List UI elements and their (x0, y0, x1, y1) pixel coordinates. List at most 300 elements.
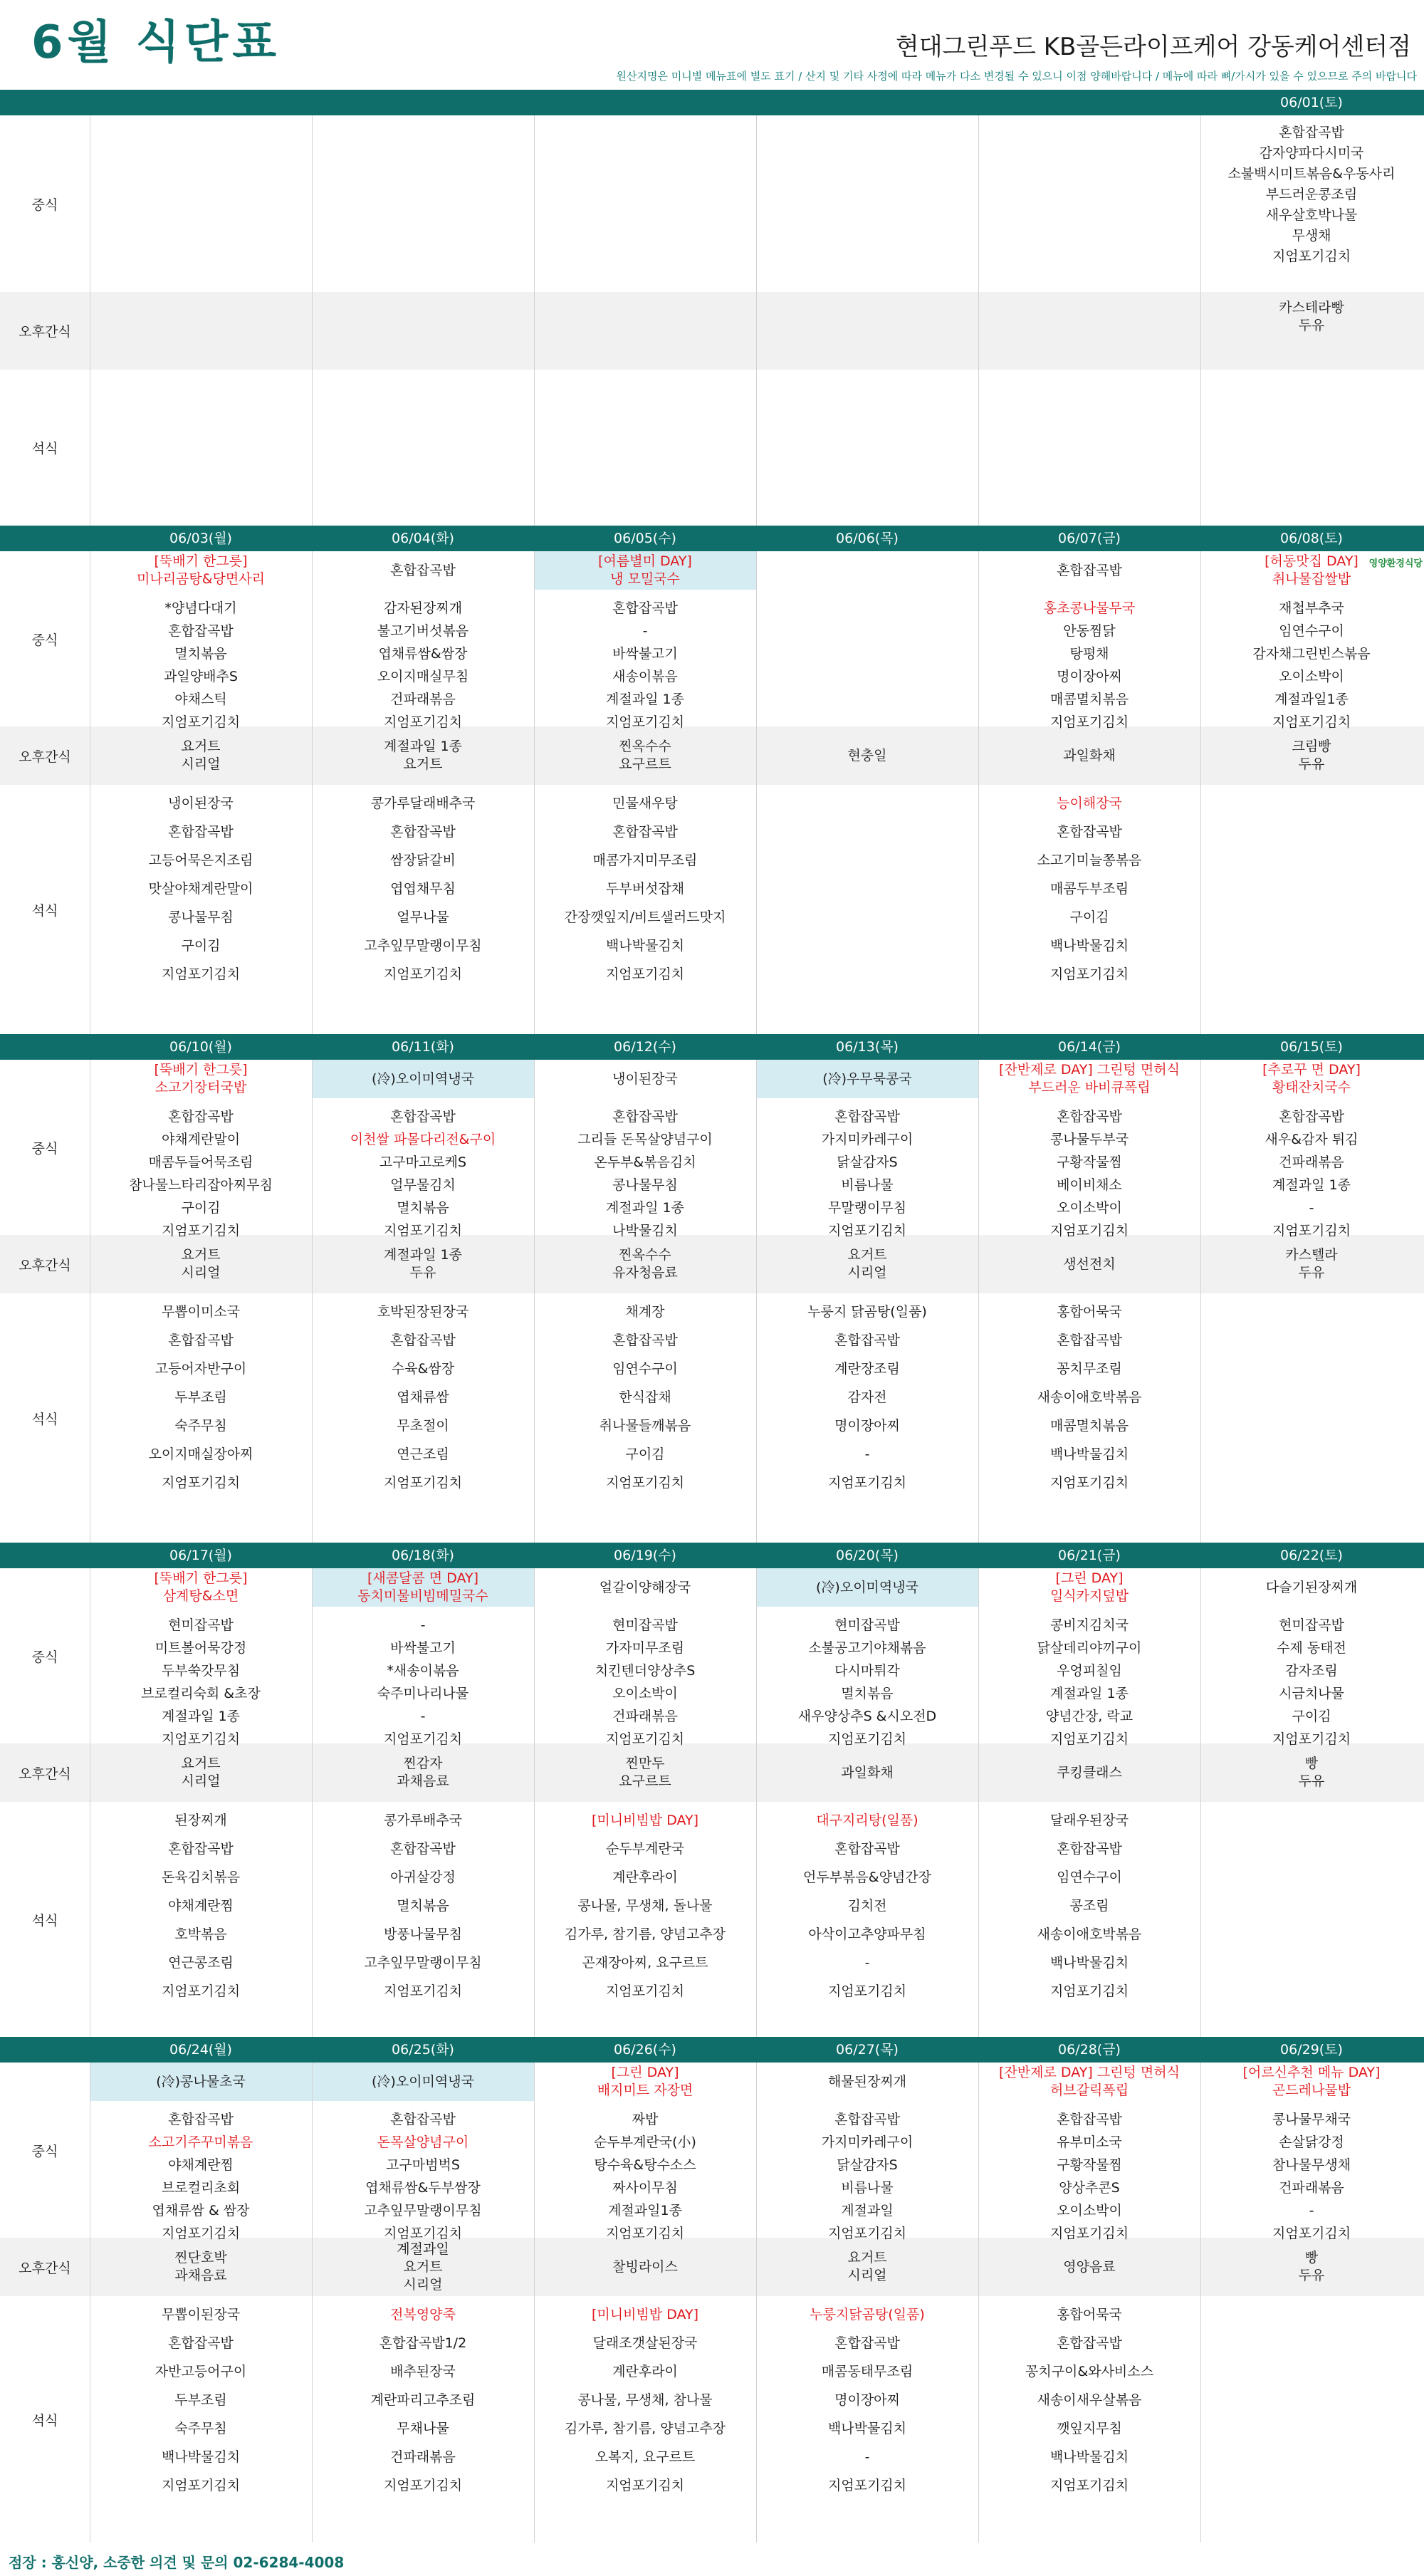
lunch-item: 시금치나물 (1279, 1686, 1344, 1701)
dinner-item: 계란후라이 (612, 1870, 678, 1885)
dinner-item: 콩나물, 무생채, 참나물 (577, 2392, 713, 2408)
dinner-item: 엽채류쌈 (397, 1389, 449, 1405)
lunch-item: 구황작물찜 (1057, 1154, 1122, 1170)
date-header-cell: 06/22(토) (1280, 1548, 1343, 1563)
special-menu-title (1200, 1060, 1423, 1098)
date-header-cell (534, 90, 756, 115)
dinner-item: 혼합잡곡밥 (390, 824, 456, 840)
row-label-snack: 오후간식 (19, 2260, 71, 2276)
dinner-item: 김가루, 참기름, 양념고추장 (564, 2421, 726, 2436)
lunch-item: 콩나물무침 (612, 1177, 678, 1193)
lunch-item: 미트볼어묵강정 (155, 1640, 247, 1656)
dinner-item: 혼합잡곡밥 (168, 1333, 234, 1348)
title-line: 다슬기된장찌개 (1265, 1579, 1358, 1595)
lunch-item: 현미잡곡밥 (168, 1617, 234, 1633)
lunch-item: 지엄포기김치 (383, 1223, 463, 1239)
dinner-item: 혼합잡곡밥1/2 (379, 2335, 467, 2351)
dinner-item: 무뽑이미소국 (161, 1304, 241, 1320)
snack-item (1200, 2238, 1423, 2296)
lunch-item: 지엄포기김치 (827, 1731, 907, 1747)
dinner-item: 언두부볶음&양념간장 (802, 1870, 931, 1885)
dinner-item: 오복지, 요구르트 (595, 2449, 696, 2465)
title-line: [잔반제로 DAY] 그린텅 면허식 (999, 1062, 1180, 1078)
special-menu-title (534, 551, 756, 590)
dinner-item: 새송이애호박볶음 (1037, 1389, 1142, 1405)
snack-item (534, 2238, 756, 2296)
date-header-cell: 06/26(수) (614, 2042, 676, 2058)
lunch-item: 소불공고기야채볶음 (808, 1640, 926, 1656)
lunch-item: 유부미소국 (1057, 2134, 1122, 2150)
title-line: 동치미물비빔메밀국수 (357, 1588, 488, 1604)
column-divider (534, 115, 535, 526)
dinner-item: 지엄포기김치 (161, 966, 241, 982)
lunch-item: 콩나물무채국 (1272, 2112, 1351, 2127)
snack-line: 요거트 (181, 1247, 221, 1263)
date-header-row (0, 526, 1424, 551)
dinner-item: 꽁치무조림 (1057, 1361, 1122, 1377)
lunch-item: 지엄포기김치 (605, 1731, 685, 1747)
row-label-dinner: 석식 (31, 2412, 58, 2429)
dinner-item: 혼합잡곡밥 (834, 2335, 900, 2351)
dinner-item: 맛살야채계란말이 (148, 881, 253, 897)
row-label-lunch: 중식 (31, 632, 58, 648)
dinner-item: 능이해장국 (1057, 796, 1122, 811)
date-header-cell: 06/10(월) (169, 1039, 232, 1055)
title-line: [허동맛집 DAY] (1265, 553, 1358, 569)
special-menu-title (756, 2063, 978, 2101)
title-line: [새콤달콤 면 DAY] (367, 1570, 479, 1586)
title-line: 일식카지덮밥 (1049, 1588, 1129, 1604)
snack-line: 카스텔라 (1285, 1247, 1338, 1263)
lunch-item: 치킨텐더양상추S (595, 1663, 696, 1679)
lunch-item: 돈목살양념구이 (377, 2134, 469, 2150)
dinner-item: [미니비빔밥 DAY] (591, 1813, 699, 1828)
lunch-item: 혼합잡곡밥 (612, 600, 678, 616)
dinner-item: 지엄포기김치 (383, 2478, 463, 2493)
lunch-item: 매콤멸치볶음 (1049, 692, 1129, 707)
lunch-item: 엽채류쌈&두부쌈장 (365, 2180, 481, 2196)
lunch-item: 탕평채 (1069, 646, 1109, 662)
row-label-dinner: 석식 (31, 902, 58, 919)
dinner-item: 멸치볶음 (397, 1898, 449, 1914)
lunch-item: 혼합잡곡밥 (168, 1109, 234, 1125)
lunch-item: 안동찜닭 (1063, 623, 1116, 639)
title-line: (冷)오이미역냉국 (816, 1579, 918, 1595)
lunch-item: 고추잎무말랭이무침 (364, 2203, 482, 2218)
date-header-cell: 06/25(화) (392, 2042, 454, 2058)
lunch-item: 건파래볶음 (1279, 2180, 1344, 2196)
lunch-item: 지엄포기김치 (605, 2226, 685, 2241)
snack-line: 과채음료 (174, 2268, 227, 2283)
lunch-item: 엽채류쌈&쌈장 (378, 646, 468, 662)
snack-line: 찐옥수수 (619, 1247, 671, 1263)
lunch-item: - (420, 1709, 426, 1724)
lunch-item: 계절과일 1종 (606, 692, 684, 707)
lunch-item: 그리들 돈목살양념구이 (577, 1132, 713, 1147)
lunch-item: 새우&감자 튀김 (1265, 1132, 1358, 1147)
dinner-item: 명이장아찌 (834, 1418, 900, 1434)
date-header-row (0, 1034, 1424, 1060)
dinner-item: 건파래볶음 (390, 2449, 456, 2465)
date-header-cell: 06/14(금) (1058, 1039, 1121, 1055)
snack-line: 두유 (1298, 1773, 1325, 1789)
special-menu-title (978, 551, 1200, 590)
snack-item (978, 1743, 1200, 1802)
snack-line: 영양음료 (1063, 2258, 1116, 2275)
title-line: (冷)콩나물초국 (156, 2073, 246, 2090)
snack-line: 두유 (1298, 1265, 1325, 1281)
snack-line: 요거트 (181, 1756, 221, 1771)
title-line: [추로꾸 면 DAY] (1262, 1062, 1361, 1078)
title-line: [그린 DAY] (1055, 1570, 1124, 1586)
dinner-item: 누룽지닭곰탕(일품) (810, 2307, 925, 2322)
dinner-item: 콩나물, 무생채, 돌나물 (577, 1898, 713, 1914)
row-label-dinner: 석식 (31, 1411, 58, 1427)
dinner-item: 곤재장아찌, 요구르트 (582, 1955, 708, 1971)
dinner-item: 지엄포기김치 (827, 1475, 907, 1491)
dinner-item: 콩가루배추국 (383, 1813, 463, 1828)
lunch-item: 구황작물찜 (1057, 2157, 1122, 2173)
snack-line: 계절과일 1종 (384, 1247, 462, 1263)
snack-line: 찐단호박 (174, 2250, 227, 2265)
row-label-snack: 오후간식 (19, 749, 71, 765)
lunch-item: - (1309, 1200, 1314, 1216)
lunch-item: 혼합잡곡밥 (390, 2112, 456, 2127)
lunch-item: 현미잡곡밥 (834, 1617, 900, 1633)
lunch-item: 재첩부추국 (1279, 600, 1344, 616)
dinner-item: 혼합잡곡밥 (390, 1333, 456, 1348)
lunch-item: 다시마튀각 (834, 1663, 900, 1679)
date-header-cell (312, 90, 534, 115)
week-block (0, 526, 1424, 1034)
dinner-item: 지엄포기김치 (1049, 1983, 1129, 1999)
dinner-item: 무뽑이된장국 (161, 2307, 241, 2322)
snack-line: 과일화채 (841, 1764, 894, 1780)
special-menu-title (1200, 1568, 1423, 1607)
snack-line: 요거트 (847, 1247, 887, 1263)
dinner-item: 숙주무침 (174, 1418, 227, 1434)
special-menu-title (312, 1060, 534, 1098)
week-block (0, 1034, 1424, 1543)
row-label-dinner: 석식 (31, 441, 58, 457)
lunch-item: 지엄포기김치 (1272, 2226, 1351, 2241)
snack-line: 찐감자 (403, 1756, 443, 1771)
lunch-item: 매콤두들어묵조림 (148, 1154, 253, 1170)
lunch-item: 탕수육&탕수소스 (594, 2157, 696, 2173)
date-header-cell: 06/18(화) (392, 1548, 454, 1563)
page-header (0, 0, 1424, 93)
lunch-item: 바싹불고기 (390, 1640, 456, 1656)
snack-item (90, 726, 312, 785)
dinner-item: 지엄포기김치 (161, 2478, 241, 2493)
lunch-item: 혼합잡곡밥 (1279, 1109, 1344, 1125)
lunch-item: 참나물느타리잡아찌무침 (129, 1177, 273, 1193)
dinner-item: 연근조림 (397, 1446, 449, 1462)
lunch-item: 건파래볶음 (390, 692, 456, 707)
dinner-item: 돈육김치볶음 (161, 1870, 241, 1885)
lunch-item: 임연수구이 (1279, 623, 1344, 639)
lunch-item: 멸치볶음 (174, 646, 227, 662)
snack-line: 쿠킹클래스 (1057, 1764, 1122, 1780)
lunch-item: 감자조림 (1285, 1663, 1338, 1679)
lunch-item: 지엄포기김치 (383, 1731, 463, 1747)
date-header-cell: 06/04(화) (392, 531, 454, 546)
dinner-item: 민물새우탕 (612, 796, 678, 811)
snack-line: 요거트 (403, 756, 443, 772)
dinner-item: 지엄포기김치 (605, 2478, 685, 2493)
title-line: 냉 모밀국수 (610, 571, 680, 587)
snack-item (312, 2238, 534, 2296)
lunch-item: 감자된장찌개 (383, 600, 463, 616)
dinner-item: 고추잎무말랭이무침 (364, 938, 482, 954)
column-divider (756, 551, 757, 1034)
lunch-item: 혼합잡곡밥 (1279, 125, 1344, 140)
lunch-item: 새우양상추S &시오전D (797, 1709, 937, 1724)
lunch-item: 고구마고로케S (379, 1154, 467, 1170)
snack-line: 요거트 (181, 739, 221, 754)
lunch-item: 야채계란찜 (168, 2157, 234, 2173)
dinner-item: 아귀살강정 (390, 1870, 456, 1885)
lunch-item: 두부쑥갓무침 (161, 1663, 241, 1679)
snack-item (1200, 1235, 1423, 1293)
date-header-cell: 06/12(수) (614, 1039, 676, 1055)
title-line: 황태잔치국수 (1272, 1080, 1351, 1095)
lunch-item: 계절과일 1종 (162, 1709, 240, 1724)
date-header-cell: 06/07(금) (1058, 531, 1121, 546)
lunch-item: 혼합잡곡밥 (834, 1109, 900, 1125)
snack-line: 계절과일 1종 (384, 739, 462, 754)
lunch-item: 과일양배추S (164, 669, 238, 684)
dinner-item: 지엄포기김치 (605, 966, 685, 982)
lunch-item: 오이소박이 (1279, 669, 1344, 684)
date-header-row (0, 2037, 1424, 2063)
lunch-item: 현미잡곡밥 (1279, 1617, 1344, 1633)
dinner-item: 된장찌개 (174, 1813, 227, 1828)
lunch-item: 현미잡곡밥 (612, 1617, 678, 1633)
title-line: 취나물잡쌀밥 (1272, 571, 1351, 587)
dinner-item: 콩나물무침 (168, 909, 234, 925)
lunch-item: 소고기주꾸미볶음 (148, 2134, 253, 2150)
dinner-item: 전복영양죽 (390, 2307, 456, 2322)
week-block (0, 2037, 1424, 2543)
column-divider (312, 115, 313, 526)
lunch-item: 멸치볶음 (841, 1686, 894, 1701)
dinner-item: 계란파리고추조림 (370, 2392, 476, 2408)
snack-line: 찐옥수수 (619, 739, 671, 754)
lunch-item: 짜사이무침 (612, 2180, 678, 2196)
lunch-item: 계절과일 (841, 2203, 894, 2218)
dinner-item: 감자전 (847, 1389, 887, 1405)
dinner-item: 홍합어묵국 (1057, 2307, 1122, 2322)
lunch-item: 우엉피칠임 (1057, 1663, 1122, 1679)
dinner-item: 백나박물김치 (1049, 1955, 1129, 1971)
lunch-item: 계절과일 1종 (1272, 1177, 1351, 1193)
lunch-item: 오이소박이 (1057, 1200, 1122, 1216)
dinner-item: 지엄포기김치 (383, 1983, 463, 1999)
lunch-item: 비름나물 (841, 2180, 894, 2196)
snack-item (312, 1235, 534, 1293)
dinner-item: 지엄포기김치 (1049, 2478, 1129, 2493)
snack-item (756, 1743, 978, 1802)
dinner-item: 순두부계란국 (605, 1841, 685, 1857)
date-header-cell: 06/19(수) (614, 1548, 676, 1563)
title-line: 소고기장터국밥 (155, 1080, 247, 1095)
dinner-item: 혼합잡곡밥 (1057, 2335, 1122, 2351)
lunch-item: 감자양파다시미국 (1259, 145, 1364, 161)
dinner-item: 자반고등어구이 (155, 2364, 247, 2379)
snack-line: 시리얼 (403, 2276, 443, 2293)
snack-line: 두유 (409, 1265, 436, 1281)
dinner-item: 누룽지 닭곰탕(일품) (807, 1304, 927, 1320)
snack-line: 시리얼 (181, 1773, 221, 1789)
lunch-item: 계절과일 1종 (1050, 1686, 1129, 1701)
lunch-item: 건파래볶음 (612, 1709, 678, 1724)
lunch-item: 가지미카레구이 (821, 1132, 913, 1147)
lunch-item: 지엄포기김치 (1272, 714, 1351, 730)
snack-line: 카스테라빵 (1279, 300, 1344, 316)
lunch-item: 계절과일1종 (608, 2203, 682, 2218)
special-menu-title (978, 1060, 1200, 1098)
dinner-item: 지엄포기김치 (605, 1475, 685, 1491)
dinner-item: 지엄포기김치 (161, 1983, 241, 1999)
lunch-item: 혼합잡곡밥 (612, 1109, 678, 1125)
lunch-item: 야채계란말이 (161, 1132, 241, 1147)
lunch-item: - (420, 1617, 426, 1633)
dinner-item: 냉이된장국 (168, 796, 234, 811)
snack-item (1200, 726, 1423, 785)
title-line: [어르신추천 메뉴 DAY] (1242, 2065, 1381, 2080)
snack-item (756, 726, 978, 785)
lunch-item: 브로컬리숙회 &초장 (141, 1686, 261, 1701)
dinner-item: 김치전 (847, 1898, 887, 1914)
dinner-item: 홍합어묵국 (1057, 1304, 1122, 1320)
lunch-item: 혼합잡곡밥 (834, 2112, 900, 2127)
dinner-item: 지엄포기김치 (827, 1983, 907, 1999)
snack-line: 빵 (1304, 2250, 1319, 2265)
title-line: [뚝배기 한그릇] (154, 1062, 248, 1078)
snack-line: 시리얼 (181, 756, 221, 772)
lunch-item: 혼합잡곡밥 (1057, 1109, 1122, 1125)
lunch-item: 브로컬리초회 (161, 2180, 241, 2196)
dinner-item: 백나박물김치 (161, 2449, 241, 2465)
dinner-item: 무초절이 (397, 1418, 449, 1434)
snack-line: 시리얼 (847, 2268, 887, 2283)
dinner-item: 깻잎지무침 (1057, 2421, 1122, 2436)
snack-item (90, 1235, 312, 1293)
column-divider (978, 115, 979, 526)
snack-line: 현충일 (847, 747, 887, 763)
date-header-cell: 06/05(수) (614, 531, 676, 546)
special-menu-title (312, 1568, 534, 1607)
lunch-item: 가지미카레구이 (821, 2134, 913, 2150)
lunch-item: 얼무물김치 (390, 1177, 456, 1193)
dinner-item: 고등어자반구이 (155, 1361, 247, 1377)
dinner-item: 아삭이고추양파무침 (808, 1926, 926, 1942)
lunch-item: 양념간장, 락교 (1045, 1709, 1134, 1724)
date-header-cell: 06/17(월) (169, 1548, 232, 1563)
lunch-item: 구이김 (1292, 1709, 1331, 1724)
snack-line: 두유 (1298, 756, 1325, 772)
lunch-item: 닭살데리야끼구이 (1037, 1640, 1142, 1656)
date-header-cell (90, 90, 312, 115)
special-menu-title (90, 1060, 312, 1098)
dinner-item: 숙주무침 (174, 2421, 227, 2436)
dinner-item: 새송이애호박볶음 (1037, 1926, 1142, 1942)
dinner-item: [미니비빔밥 DAY] (591, 2307, 699, 2322)
dinner-item: 구이김 (625, 1446, 665, 1462)
snack-line: 시리얼 (181, 1265, 221, 1281)
dinner-item: 채계장 (625, 1304, 665, 1320)
lunch-item: 혼합잡곡밥 (168, 623, 234, 639)
snack-line: 계절과일 (397, 2241, 449, 2257)
snack-item (534, 1743, 756, 1802)
dinner-item: 얼무나물 (397, 909, 449, 925)
title-line: 냉이된장국 (612, 1070, 678, 1087)
dinner-item: 혼합잡곡밥 (168, 824, 234, 840)
lunch-item: 참나물무생채 (1272, 2157, 1351, 2173)
date-header-cell: 06/11(화) (392, 1039, 454, 1055)
date-header-cell: 06/15(토) (1280, 1039, 1343, 1055)
lunch-item: - (1309, 2203, 1314, 2218)
date-header-row (0, 1543, 1424, 1568)
dinner-item: - (864, 2449, 870, 2465)
dinner-item: 꽁치구이&와사비소스 (1025, 2364, 1153, 2379)
lunch-item: 지엄포기김치 (161, 2226, 241, 2241)
lunch-item: 지엄포기김치 (1272, 1223, 1351, 1239)
title-line: [뚝배기 한그릇] (154, 1570, 248, 1586)
title-line: [뚝배기 한그릇] (154, 553, 248, 569)
snack-item (90, 2238, 312, 2296)
lunch-item: 나박물김치 (612, 1223, 678, 1239)
lunch-item: 가자미무조림 (605, 1640, 685, 1656)
dinner-item: 배추된장국 (390, 2364, 456, 2379)
lunch-item: 지엄포기김치 (1049, 2226, 1129, 2241)
dinner-item: 백나박물김치 (1049, 2449, 1129, 2465)
snack-line: 생선전치 (1063, 1256, 1116, 1272)
lunch-item: 지엄포기김치 (1272, 249, 1351, 264)
dinner-item: 엽엽채무침 (390, 881, 456, 897)
dinner-item: 매콤멸치볶음 (1049, 1418, 1129, 1434)
dinner-item: 쌈장닭갈비 (390, 852, 456, 868)
snack-item (978, 2238, 1200, 2296)
snack-item (1200, 299, 1423, 335)
title-line: 혼합잡곡밥 (390, 562, 456, 578)
lunch-item: 고구마범벅S (386, 2157, 460, 2173)
dinner-item: 지엄포기김치 (605, 1983, 685, 1999)
lunch-item: 오이지매실무침 (377, 669, 469, 684)
dinner-item: 지엄포기김치 (1049, 966, 1129, 982)
dinner-item: 대구지리탕(일품) (816, 1813, 918, 1828)
lunch-item: 소불백시미트볶음&우동사리 (1227, 166, 1396, 182)
dinner-item: 지엄포기김치 (161, 1475, 241, 1491)
date-header-cell: 06/28(금) (1058, 2042, 1121, 2058)
row-label-lunch: 중식 (31, 1649, 58, 1665)
company-name: 현대그린푸드 KB골든라이프케어 강동케어센터점 (895, 33, 1411, 61)
snack-item (1200, 1743, 1423, 1802)
title-line: [그린 DAY] (611, 2065, 679, 2080)
page-title: 6월 식단표 (31, 16, 281, 69)
title-line: 삼계탕&소면 (162, 1588, 239, 1604)
date-header-cell: 06/13(목) (836, 1039, 899, 1055)
footer-contact: 점장 : 홍신양, 소중한 의견 및 문의 02-6284-4008 (9, 2554, 345, 2571)
dinner-item: 혼합잡곡밥 (390, 1841, 456, 1857)
dinner-item: 혼합잡곡밥 (834, 1841, 900, 1857)
lunch-item: 지엄포기김치 (1272, 1731, 1351, 1747)
title-line: [잔반제로 DAY] 그린텅 면허식 (999, 2065, 1180, 2080)
lunch-item: 새우살호박나물 (1265, 207, 1358, 223)
lunch-item: 감자채그린빈스볶음 (1252, 646, 1371, 662)
lunch-item: 지엄포기김치 (827, 2226, 907, 2241)
